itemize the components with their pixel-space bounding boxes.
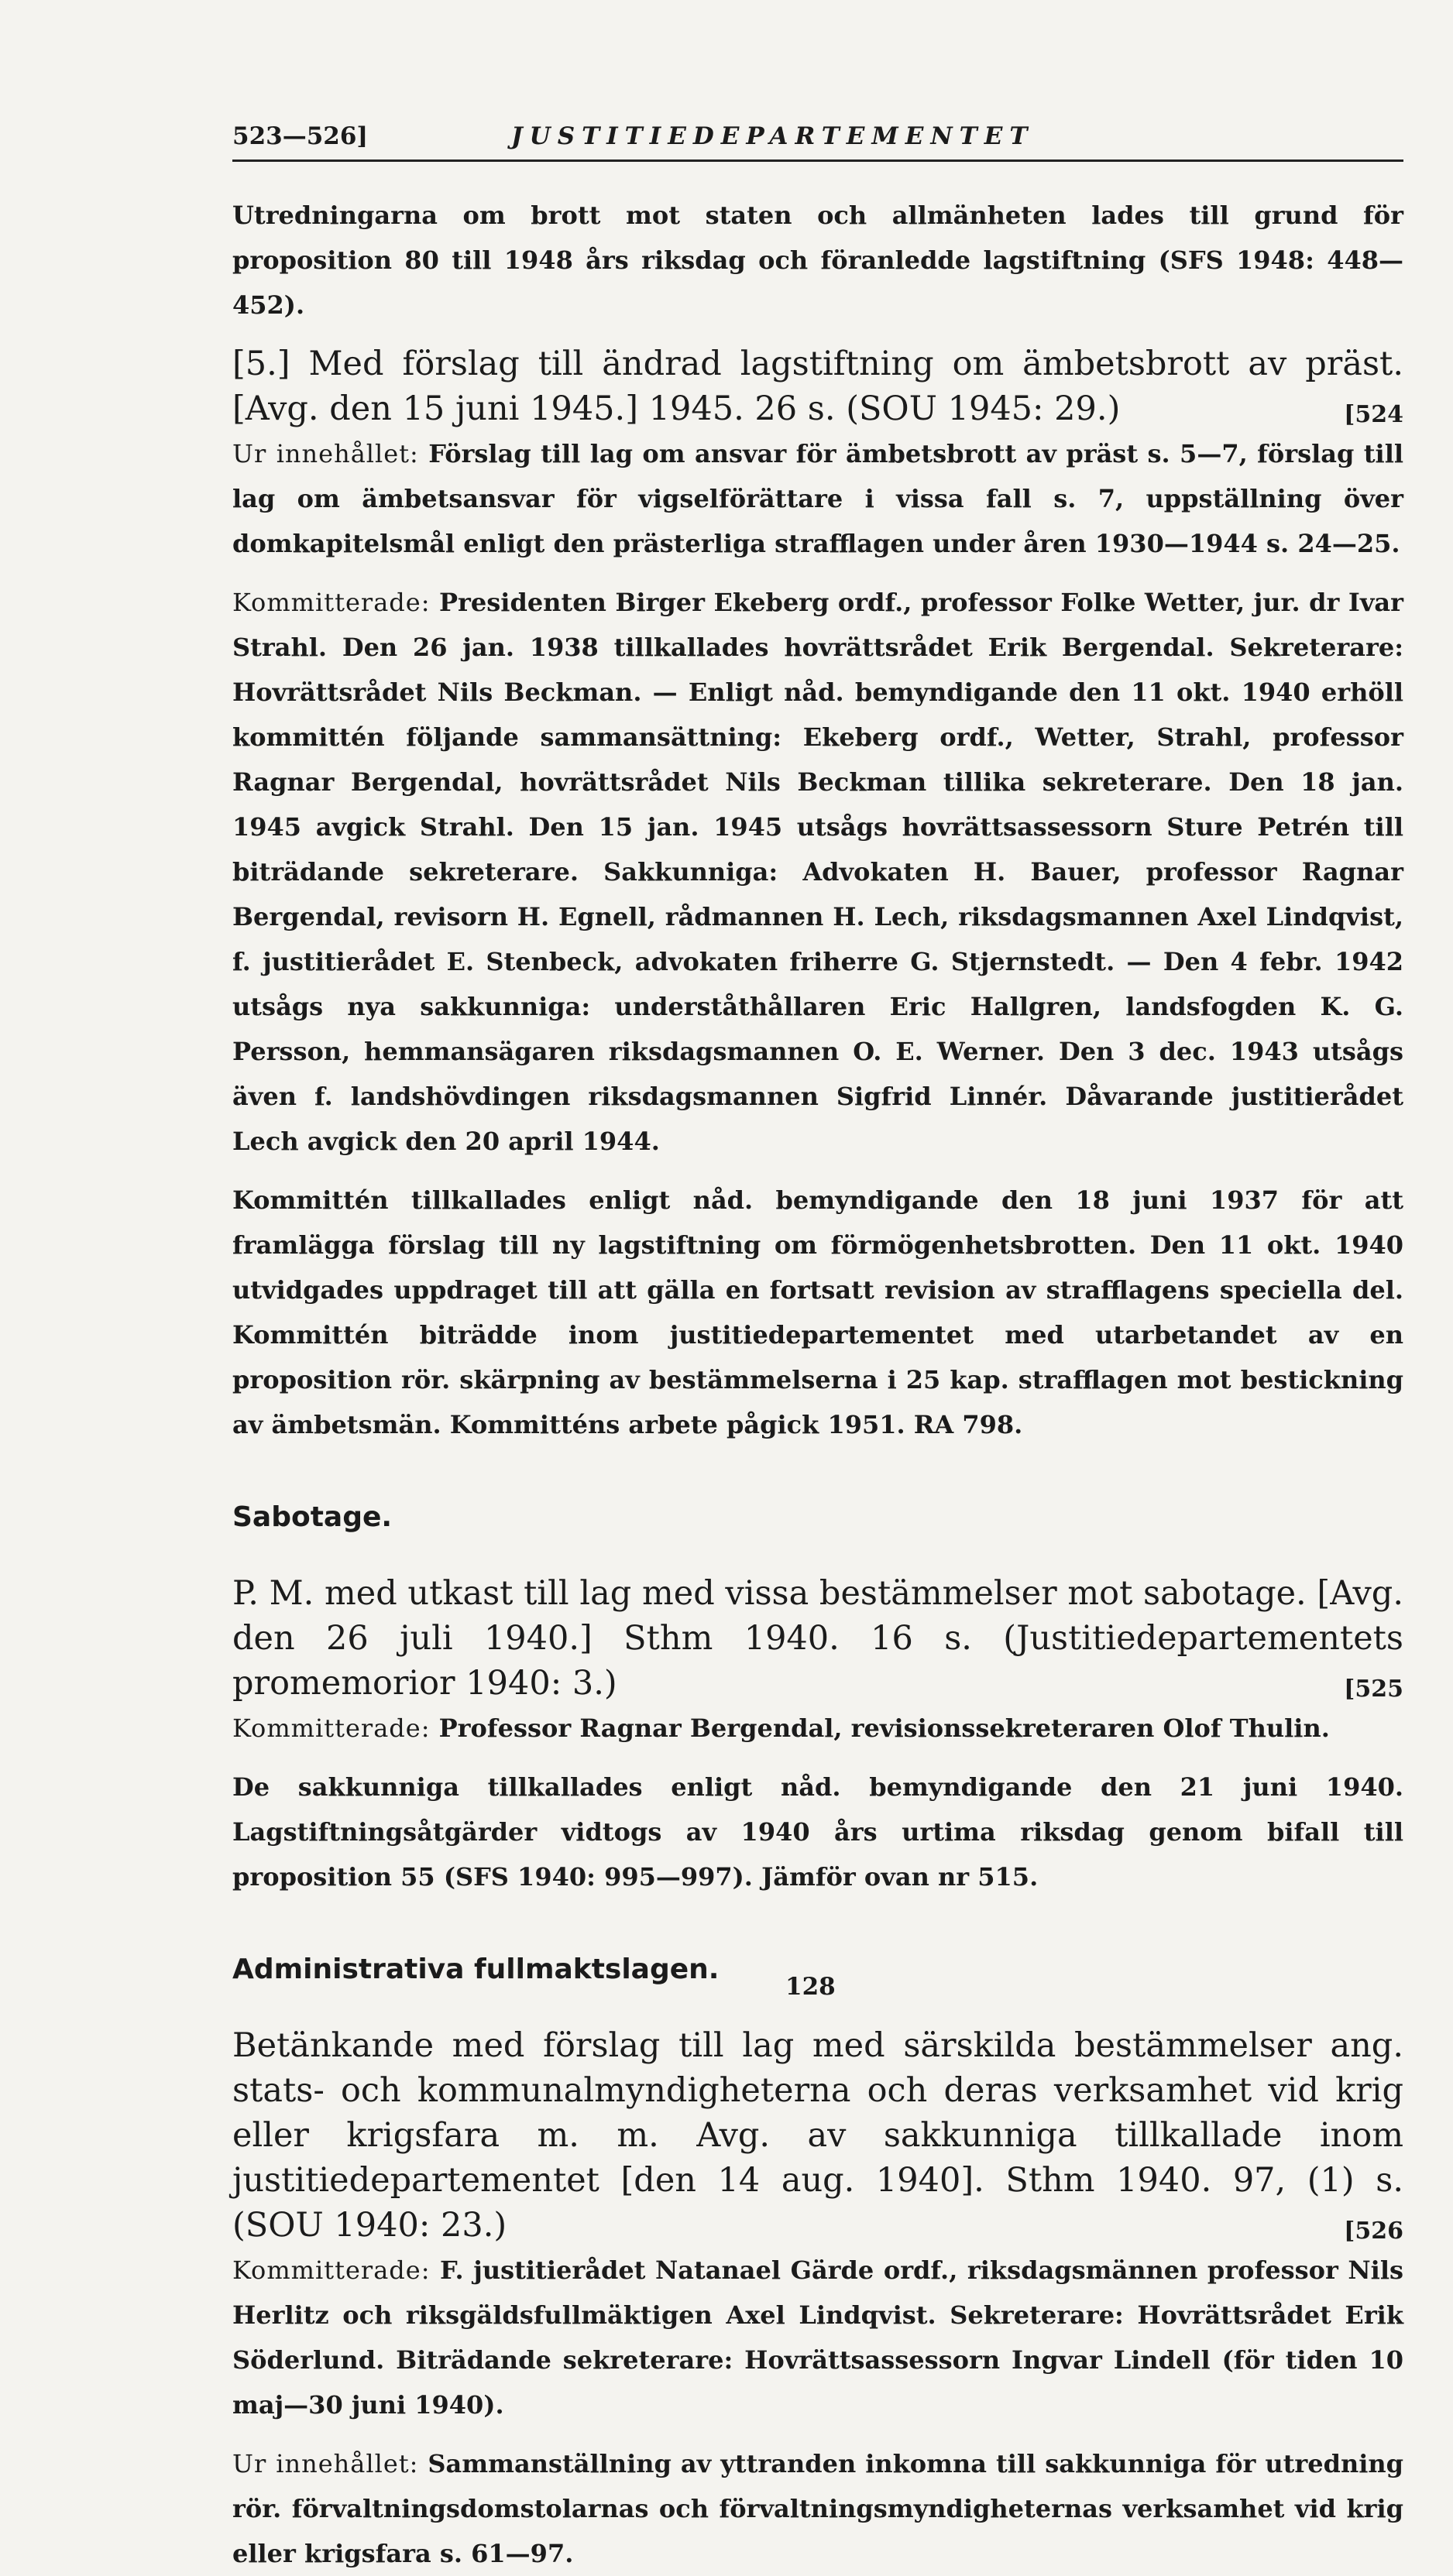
- committee-label: Kommitterade:: [232, 588, 431, 617]
- committee-text: Professor Ragnar Bergendal, revisionssekreteraren Olof Thulin.: [438, 1713, 1330, 1743]
- entry-524-contents: [232, 431, 1403, 566]
- page-range: 523—526]: [232, 122, 369, 150]
- committee-label: Kommitterade:: [232, 2255, 431, 2285]
- entry-526-contents: [232, 2441, 1403, 2576]
- entry-524-committee: [232, 580, 1403, 1164]
- entry-524-heading: [232, 341, 1403, 431]
- entry-525-note: De sakkunniga tillkallades enligt nåd. bemyndigande den 21 juni 1940. Lagstiftningsåtgärder vidtogs av 1940 års urtima riksdag genom bifall till proposition 55 (SFS 1940: 995—997). Jämför ovan nr 515.: [232, 1772, 1403, 1892]
- committee-text: F. justitierådet Natanael Gärde ordf., riksdagsmännen professor Nils Herlitz och riksgäldsfullmäktigen Axel Lindqvist. Sekreterare: Hovrättsrådet Erik Söderlund. Biträdande sekreterare: Hovrättsassessorn Ingvar Lindell (för tiden 10 maj—30 juni 1940).: [232, 2255, 1404, 2420]
- page-content: [232, 193, 1403, 2576]
- contents-text: Sammanställning av yttranden inkomna till sakkunniga för utredning rör. förvaltningsdomstolarnas och förvaltningsmyndigheternas verksamhet vid krig eller krigsfara s. 61—97.: [232, 2449, 1404, 2568]
- entry-524-note: Kommittén tillkallades enligt nåd. bemyndigande den 18 juni 1937 för att framlägga förslag till ny lagstiftning om förmögenhetsbrotten. Den 11 okt. 1940 utvidgades uppdraget till att gälla en fortsatt revision av strafflagens speciella del. Kommittén biträdde inom justitiedepartementet med utarbetandet av en proposition rör. skärpning av bestämmelserna i 25 kap. strafflagen mot bestickning av ämbetsmän. Kommitténs arbete pågick 1951. RA 798.: [232, 1185, 1403, 1439]
- entry-526-number: [526: [1344, 2218, 1403, 2245]
- committee-label: Kommitterade:: [232, 1713, 431, 1743]
- contents-label: Ur innehållet:: [232, 439, 419, 468]
- committee-text: Presidenten Birger Ekeberg ordf., professor Folke Wetter, jur. dr Ivar Strahl. Den 26 jan. 1938 tillkallades hovrättsrådet Erik Bergendal. Sekreterare: Hovrättsrådet Nils Beckman. — Enligt nåd. bemyndigande den 11 okt. 1940 erhöll kommittén följande sammansättning: Ekeberg ordf., Wetter, Strahl, professor Ragnar Bergendal, hovrättsrådet Nils Beckman tillika sekreterare. Den 18 jan. 1945 avgick Strahl. Den 15 jan. 1945 utsågs hovrättsassessorn Sture Petrén till biträdande sekreterare. Sakkunniga: Advokaten H. Bauer, professor Ragnar Bergendal, revisorn H. Egnell, rådmannen H. Lech, riksdagsmannen Axel Lindqvist, f. justitierådet E. Stenbeck, advokaten friherre G. Stjernstedt. — Den 4 febr. 1942 utsågs nya sakkunniga: underståthållaren Eric Hallgren, landsfogden K. G. Persson, hemmansägaren riksdagsmannen O. E. Werner. Den 3 dec. 1943 utsågs även f. landshövdingen riksdagsmannen Sigfrid Linnér. Dåvarande justitierådet Lech avgick den 20 april 1944.: [232, 588, 1404, 1156]
- entry-526-committee: [232, 2248, 1403, 2427]
- contents-label: Ur innehållet:: [232, 2449, 419, 2478]
- entry-524-number: [524: [1344, 401, 1403, 428]
- entry-525-committee: [232, 1706, 1403, 1751]
- section-heading-administrativa: Administrativa fullmaktslagen.: [232, 1953, 720, 1985]
- entry-525-heading: [232, 1571, 1403, 1706]
- page-number: 128: [785, 1973, 836, 2001]
- entry-525-title: P. M. med utkast till lag med vissa bestämmelser mot sabotage. [Avg. den 26 juli 1940.] Sthm 1940. 16 s. (Justitiedepartementets promemorior 1940: 3.): [232, 1574, 1403, 1703]
- contents-text: Förslag till lag om ansvar för ämbetsbrott av präst s. 5—7, förslag till lag om ämbetsansvar för vigselförättare i vissa fall s. 7, uppställning över domkapitelsmål enligt den prästerliga strafflagen under åren 1930—1944 s. 24—25.: [232, 439, 1404, 558]
- continuation-paragraph: Utredningarna om brott mot staten och allmänheten lades till grund för proposition 80 till 1948 års riksdag och föranledde lagstiftning (SFS 1948: 448—452).: [232, 201, 1403, 320]
- entry-526-title: Betänkande med förslag till lag med särskilda bestämmelser ang. stats- och kommunalmyndigheterna och deras verksamhet vid krig eller krigsfara m. m. Avg. av sakkunniga tillkallade inom justitiedepartementet [den 14 aug. 1940]. Sthm 1940. 97, (1) s. (SOU 1940: 23.): [232, 2026, 1403, 2245]
- section-heading-sabotage: Sabotage.: [232, 1501, 393, 1533]
- entry-525-number: [525: [1344, 1676, 1403, 1703]
- department-title: JUSTITIEDEPARTEMENTET: [511, 122, 1035, 150]
- entry-526-heading: [232, 2023, 1403, 2248]
- running-head: [232, 122, 1403, 162]
- entry-524-title: [5.] Med förslag till ändrad lagstiftning om ämbetsbrott av präst. [Avg. den 15 juni 1945.] 1945. 26 s. (SOU 1945: 29.): [232, 345, 1403, 428]
